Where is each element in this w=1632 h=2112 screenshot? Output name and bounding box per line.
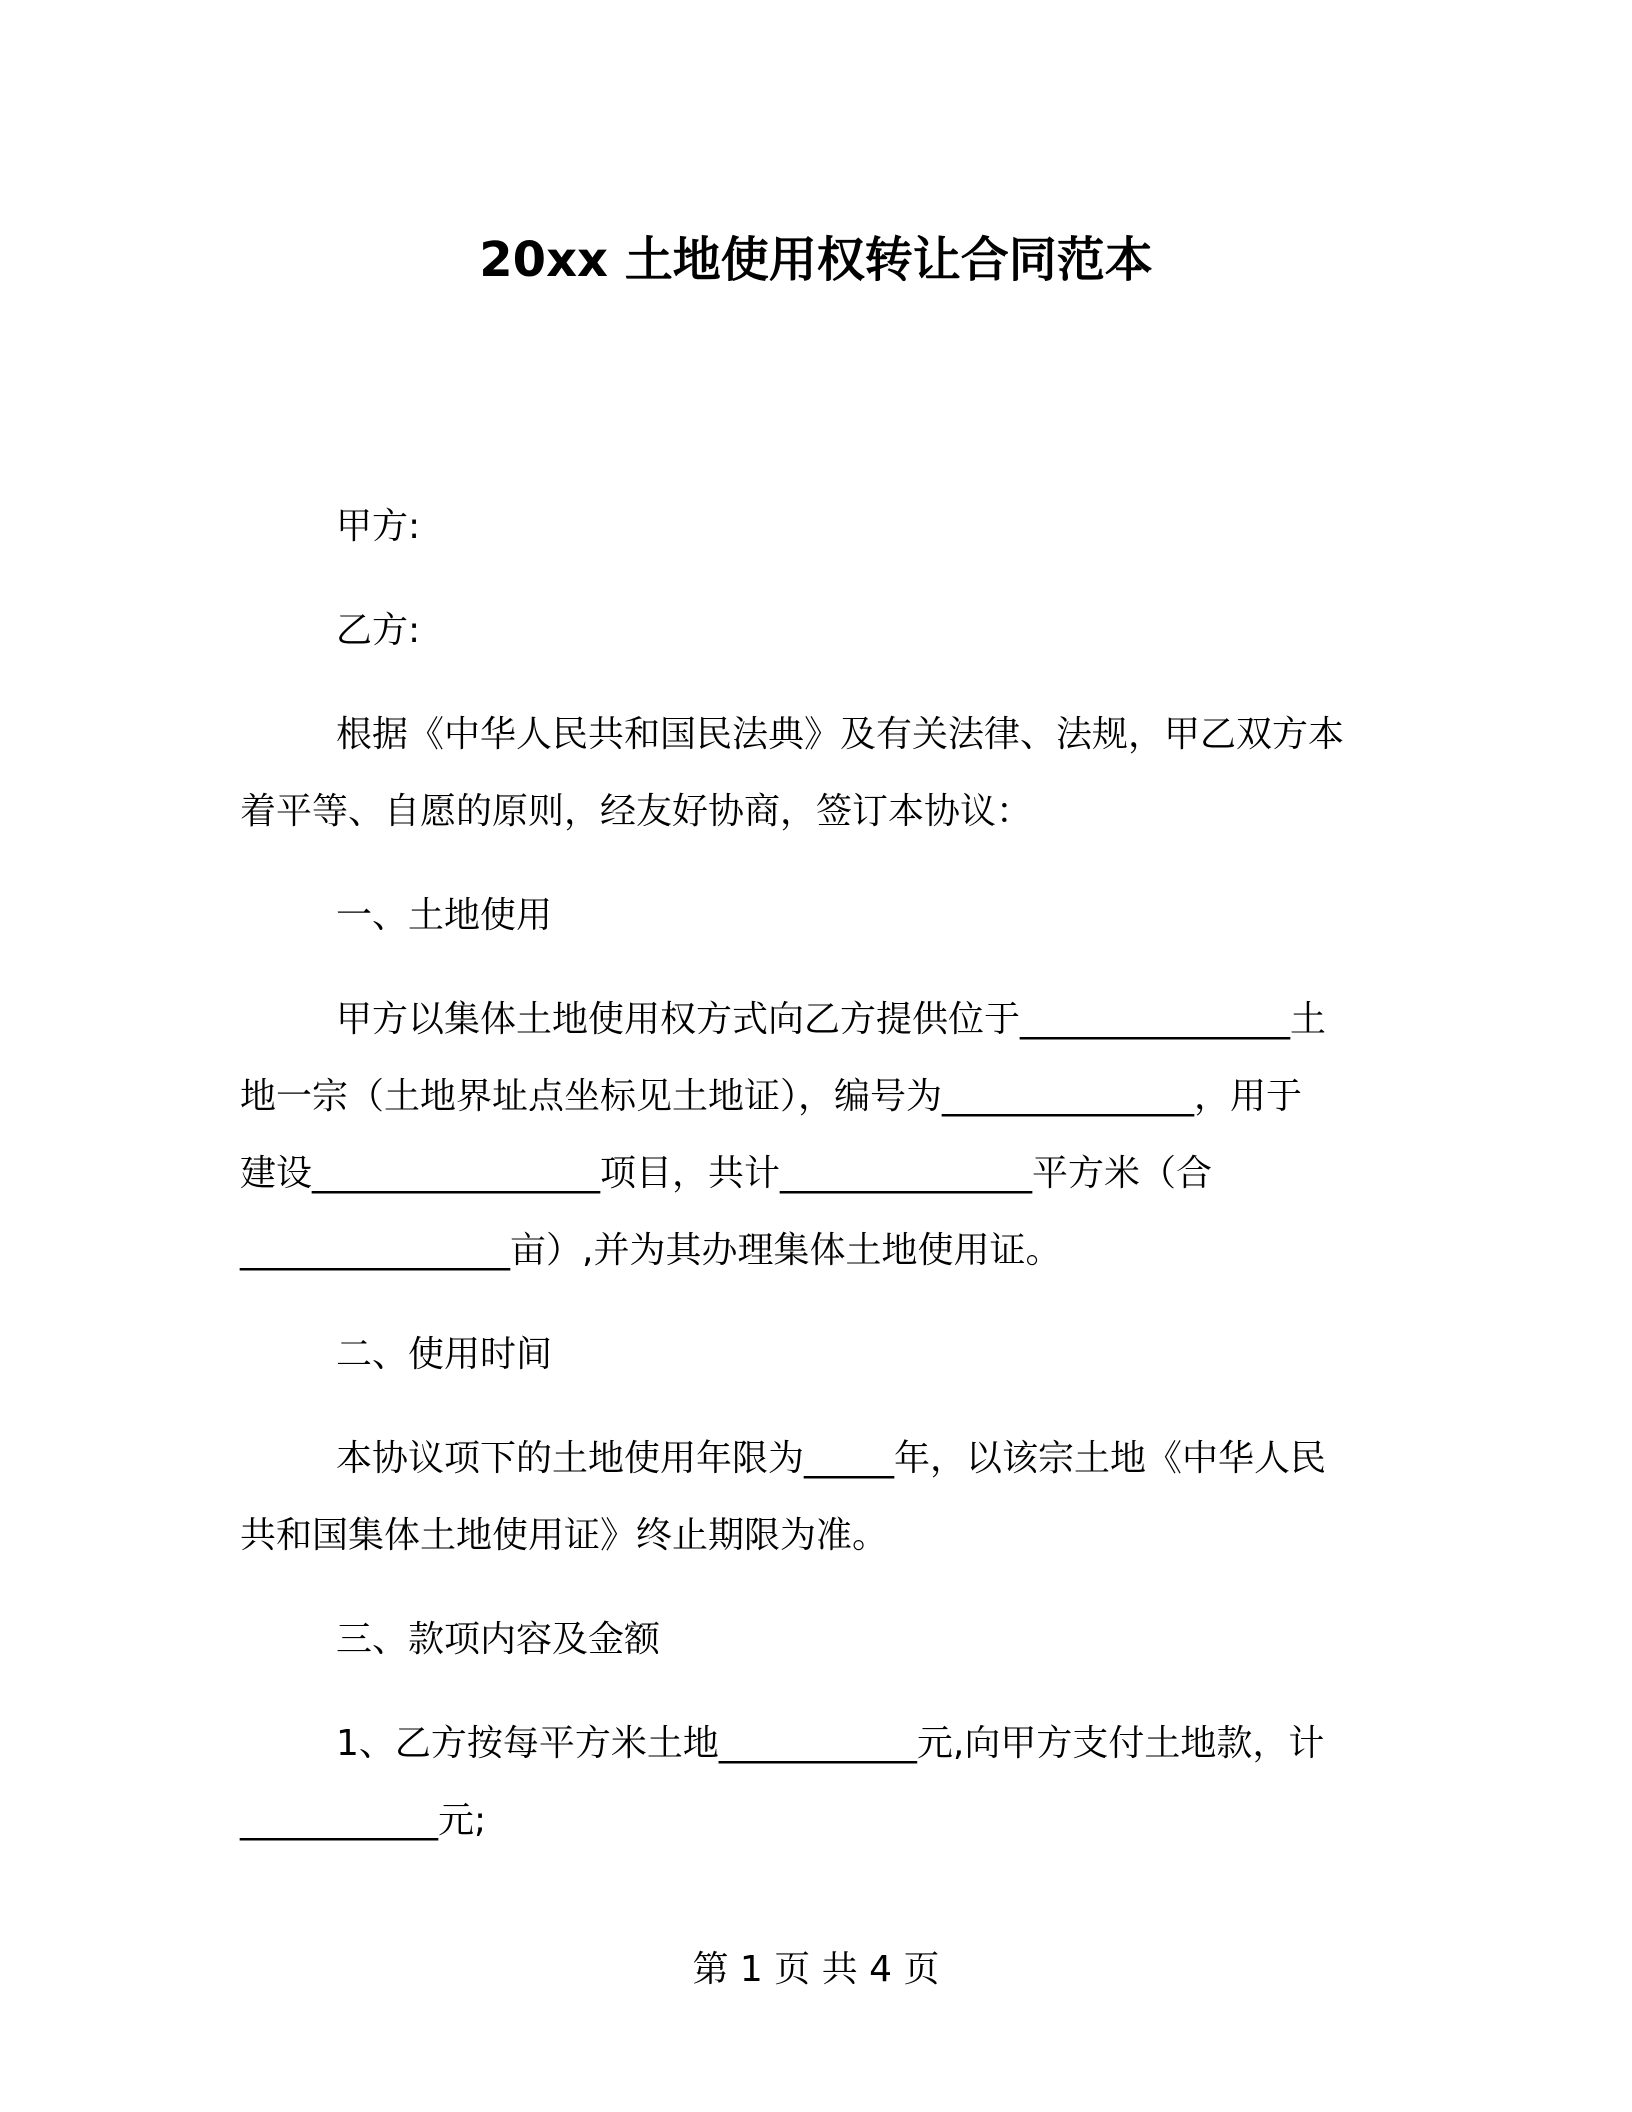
party-b-line (240, 592, 1392, 669)
section-1-line-2: 地一宗（土地界址点坐标见土地证），编号为______________，用于 (240, 1076, 1303, 1117)
section-heading: 二、使用时间 (336, 1334, 553, 1375)
section-heading: 三、款项内容及金额 (336, 1619, 661, 1660)
preamble-line-2: 着平等、自愿的原则，经友好协商，签订本协议： (240, 791, 1033, 832)
section-2-line-2: 共和国集体土地使用证》终止期限为准。 (240, 1515, 889, 1556)
document-body (240, 488, 1392, 1886)
party-b-label: 乙方: (336, 610, 421, 651)
section-2-heading (240, 1316, 1392, 1393)
party-a-line (240, 488, 1392, 565)
section-1-line-4: _______________亩）,并为其办理集体土地使用证。 (240, 1230, 1062, 1271)
section-1-heading (240, 877, 1392, 954)
section-3-item-1 (240, 1705, 1392, 1859)
page-number-footer: 第 1 页 共 4 页 (692, 1949, 940, 1990)
section-1-line-1: 甲方以集体土地使用权方式向乙方提供位于_______________土 (336, 999, 1327, 1040)
party-a-label: 甲方: (336, 506, 421, 547)
section-1-paragraph (240, 981, 1392, 1289)
section-heading: 一、土地使用 (336, 895, 553, 936)
section-2-line-1: 本协议项下的土地使用年限为_____年，以该宗土地《中华人民 (336, 1438, 1327, 1479)
section-3-item-1-line-1: 1、乙方按每平方米土地___________元,向甲方支付土地款，计 (336, 1723, 1325, 1764)
section-3-heading (240, 1601, 1392, 1678)
section-3-item-1-line-2: ___________元; (240, 1800, 487, 1841)
section-1-line-3: 建设________________项目，共计______________平方米（合 (240, 1153, 1213, 1194)
document-title: 20xx 土地使用权转让合同范本 (479, 232, 1153, 288)
preamble-line-1: 根据《中华人民共和国民法典》及有关法律、法规，甲乙双方本 (336, 714, 1345, 755)
preamble-paragraph (240, 696, 1392, 850)
section-2-paragraph (240, 1420, 1392, 1574)
